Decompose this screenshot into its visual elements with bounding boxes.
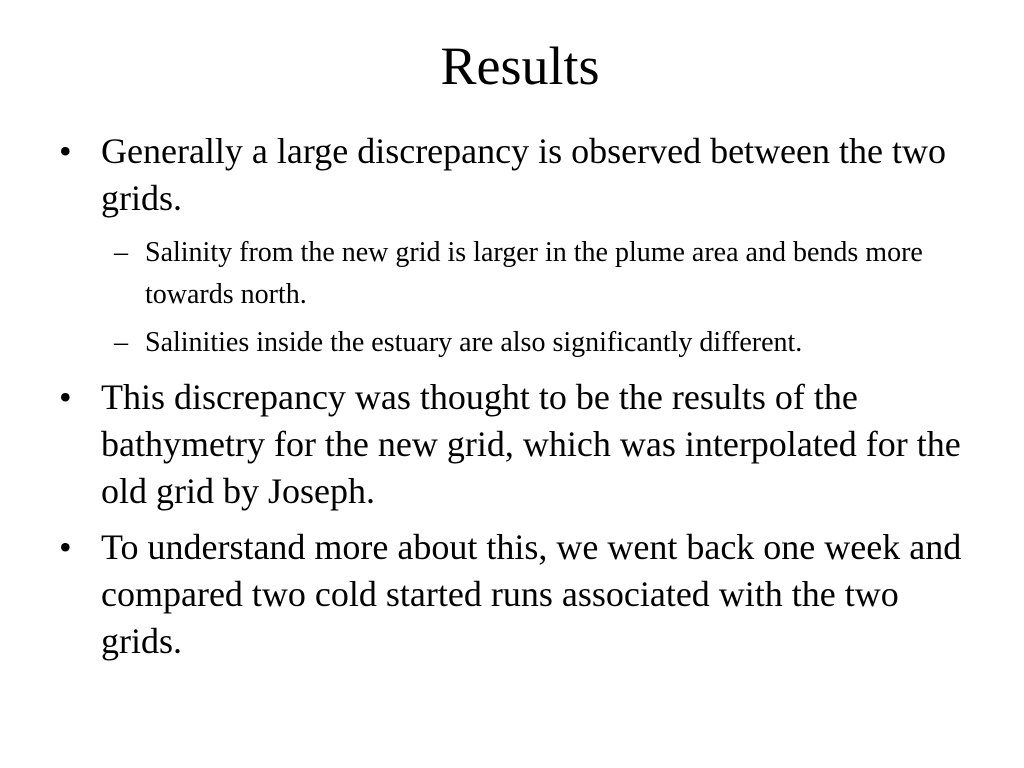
bullet-list — [56, 128, 986, 674]
sub-bullet-item — [56, 232, 986, 316]
bullet-text: Generally a large discrepancy is observed between the two grids. — [101, 131, 946, 218]
bullet-marker: • — [59, 527, 72, 567]
slide-title: Results — [440, 36, 600, 96]
sub-bullet-text: Salinity from the new grid is larger in the plume area and bends more towards north. — [145, 237, 923, 310]
bullet-item — [56, 524, 986, 665]
sub-bullet-list — [56, 232, 986, 364]
sub-bullet-marker: – — [114, 327, 128, 358]
sub-bullet-marker: – — [114, 237, 128, 268]
bullet-marker: • — [59, 131, 72, 171]
bullet-marker: • — [59, 377, 72, 417]
sub-bullet-item — [56, 322, 986, 364]
bullet-text: To understand more about this, we went back one week and compared two cold started runs associated with the two grids. — [101, 527, 962, 661]
sub-bullet-text: Salinities inside the estuary are also significantly different. — [145, 327, 803, 358]
bullet-item — [56, 128, 986, 222]
bullet-text: This discrepancy was thought to be the results of the bathymetry for the new grid, which was interpolated for the old grid by Joseph. — [101, 377, 961, 511]
bullet-item — [56, 374, 986, 515]
